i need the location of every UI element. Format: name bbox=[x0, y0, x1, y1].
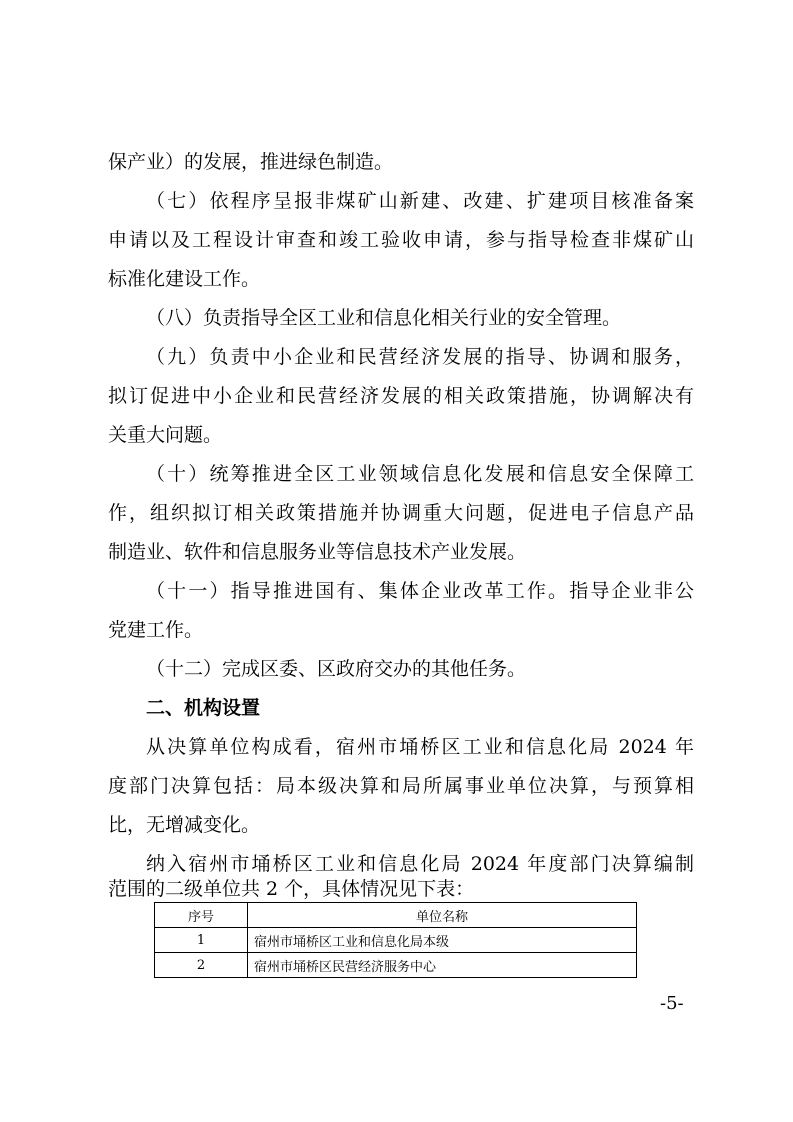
body-line: 作，组织拟订相关政策措施并协调重大问题，促进电子信息产品 bbox=[108, 502, 694, 524]
cell-serial: 2 bbox=[155, 953, 248, 978]
cell-unit-name: 宿州市埇桥区工业和信息化局本级 bbox=[248, 928, 637, 953]
body-line: 制造业、软件和信息服务业等信息技术产业发展。 bbox=[108, 541, 527, 563]
header-serial: 序号 bbox=[155, 903, 248, 928]
body-line: 纳入宿州市埇桥区工业和信息化局 2024 年度部门决算编制 bbox=[146, 853, 694, 875]
cell-serial: 1 bbox=[155, 928, 248, 953]
body-line: 标准化建设工作。 bbox=[108, 268, 261, 290]
cell-unit-name: 宿州市埇桥区民营经济服务中心 bbox=[248, 953, 637, 978]
table-row bbox=[155, 928, 637, 953]
body-line: 保产业）的发展，推进绿色制造。 bbox=[108, 151, 394, 173]
header-unit-name: 单位名称 bbox=[248, 903, 637, 928]
body-line: 度部门决算包括：局本级决算和局所属事业单位决算，与预算相 bbox=[108, 775, 694, 797]
table-header-row bbox=[155, 903, 637, 928]
section-heading: 二、机构设置 bbox=[146, 697, 261, 719]
body-line: （十）统筹推进全区工业领域信息化发展和信息安全保障工 bbox=[146, 463, 694, 485]
body-line: 范围的二级单位共 2 个，具体情况见下表： bbox=[108, 878, 475, 900]
body-line: （十二）完成区委、区政府交办的其他任务。 bbox=[146, 658, 527, 680]
body-line: 拟订促进中小企业和民营经济发展的相关政策措施，协调解决有 bbox=[108, 385, 694, 407]
unit-table bbox=[154, 902, 637, 978]
body-line: 从决算单位构成看，宿州市埇桥区工业和信息化局 2024 年 bbox=[146, 736, 694, 758]
body-line: （八）负责指导全区工业和信息化相关行业的安全管理。 bbox=[146, 307, 622, 329]
table-row bbox=[155, 953, 637, 978]
body-line: 申请以及工程设计审查和竣工验收申请，参与指导检查非煤矿山 bbox=[108, 229, 694, 251]
body-line: 党建工作。 bbox=[108, 619, 204, 641]
body-line: 比，无增减变化。 bbox=[108, 814, 261, 836]
body-line: （十一）指导推进国有、集体企业改革工作。指导企业非公 bbox=[146, 580, 694, 602]
page-number: -5- bbox=[660, 993, 684, 1014]
body-line: （九）负责中小企业和民营经济发展的指导、协调和服务， bbox=[146, 346, 694, 368]
body-line: （七）依程序呈报非煤矿山新建、改建、扩建项目核准备案 bbox=[146, 190, 694, 212]
body-line: 关重大问题。 bbox=[108, 424, 223, 446]
